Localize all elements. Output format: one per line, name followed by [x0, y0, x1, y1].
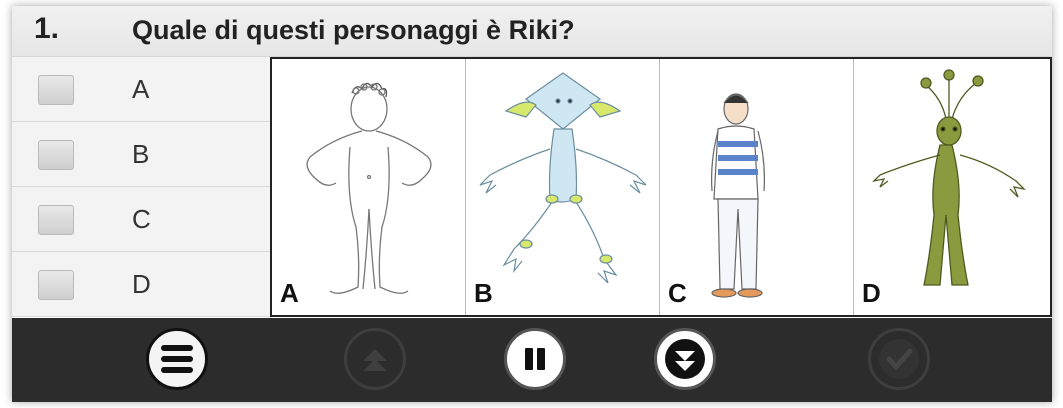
question-number: 1. [34, 12, 60, 45]
image-b-letter: B [474, 278, 493, 308]
previous-icon [347, 331, 403, 387]
quiz-window [12, 6, 1052, 402]
next-icon [657, 331, 713, 387]
bald-naked-figure-drawing-icon [272, 59, 466, 315]
option-row-c[interactable] [12, 187, 270, 252]
image-panel-c [660, 59, 854, 315]
check-icon [871, 331, 927, 387]
image-c-letter: C [668, 278, 687, 308]
answer-options [12, 57, 270, 317]
option-b-label: B [132, 139, 150, 169]
image-panel-d [854, 59, 1048, 315]
option-a-label: A [132, 74, 150, 104]
confirm-button[interactable] [868, 328, 930, 390]
menu-button[interactable] [146, 328, 208, 390]
option-row-a[interactable] [12, 57, 270, 122]
image-d-letter: D [862, 278, 881, 308]
tree-creature-drawing-icon [854, 59, 1048, 315]
option-c-checkbox[interactable] [38, 205, 74, 235]
option-row-b[interactable] [12, 122, 270, 187]
option-c-label: C [132, 204, 151, 234]
question-text: Quale di questi personaggi è Riki? [132, 15, 575, 45]
option-row-d[interactable] [12, 252, 270, 317]
option-a-checkbox[interactable] [38, 75, 74, 105]
option-b-checkbox[interactable] [38, 140, 74, 170]
option-d-checkbox[interactable] [38, 270, 74, 300]
next-button[interactable] [654, 328, 716, 390]
pause-button[interactable] [504, 328, 566, 390]
option-d-label: D [132, 269, 151, 299]
character-images [270, 57, 1052, 317]
boy-striped-shirt-drawing-icon [660, 59, 854, 315]
frog-alien-drawing-icon [466, 59, 660, 315]
image-a-letter: A [280, 278, 299, 308]
navigation-toolbar [12, 318, 1052, 402]
question-header [12, 6, 1052, 57]
image-panel-a [272, 59, 466, 315]
image-panel-b [466, 59, 660, 315]
previous-button[interactable] [344, 328, 406, 390]
